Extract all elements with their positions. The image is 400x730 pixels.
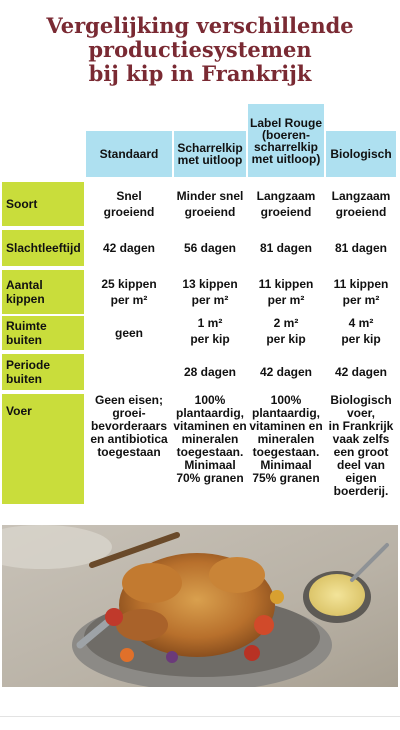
cell-line: per kip [190,332,230,346]
row-label-periode-buiten: Periode buiten [2,354,84,390]
table-cell [248,230,324,266]
cell-line: per m² [191,293,229,307]
cell-line: groeiend [260,205,312,219]
table-cell [248,354,324,390]
cell-line: plantaardig, [251,406,320,420]
cell-line: vaak zelfs [332,432,390,446]
table-cell [174,182,246,226]
cell-line: 75% granen [252,471,320,485]
cell-line: Geen eisen; [94,393,164,407]
cell-line: per m² [267,293,305,307]
table-cell [174,354,246,390]
column-header-line: scharrelkip [253,139,319,154]
table-cell [326,394,396,504]
cell-line: 25 kippen [101,277,157,291]
column-header-scharrelkip [174,131,246,177]
cell-line: geen [114,326,143,340]
page-title [0,14,400,86]
cell-line: plantaardig, [175,406,244,420]
cell-line: 42 dagen [334,365,388,379]
cell-line: per m² [110,293,148,307]
cell-line: eigen [345,471,377,485]
cell-line: 42 dagen [259,365,313,379]
cell-line: 81 dagen [334,241,388,255]
cell-line: 1 m² [197,316,223,330]
column-header-line: Standaard [99,147,159,161]
cell-line: mineralen [181,432,239,446]
cell-line: groeiend [103,205,155,219]
table-cell [86,316,172,350]
table-cell [326,270,396,314]
table-cell [248,182,324,226]
cell-line: Minimaal [184,458,236,472]
cell-line: per kip [266,332,306,346]
cell-line: deel van [336,458,386,472]
column-header-line: met uitloop [177,153,243,167]
divider [0,716,400,717]
table-cell-empty [86,354,172,390]
cell-line: 13 kippen [182,277,238,291]
column-header-line: met uitloop) [251,151,321,166]
cell-line: Langzaam [256,189,316,203]
column-header-standaard [86,131,172,177]
column-header-biologisch [326,131,396,177]
roast-chicken-photo [2,525,398,687]
row-label-slachtleeftijd: Slachtleeftijd [2,230,84,266]
table-cell [174,270,246,314]
row-label-aantal-kippen: Aantal kippen [2,270,84,314]
cell-line: 11 kippen [333,277,389,291]
cell-line: vitaminen en [173,419,247,433]
cell-line: mineralen [257,432,315,446]
cell-line: 56 dagen [183,241,237,255]
cell-line: boerderij. [333,484,389,498]
cell-line: Minder snel [176,189,244,203]
cell-line: 100% [270,393,302,407]
cell-line: 81 dagen [259,241,313,255]
table-cell [86,230,172,266]
row-label-soort: Soort [2,182,84,226]
table-cell [248,270,324,314]
table-cell [326,310,396,352]
table-cell [86,270,172,314]
cell-line: Minimaal [260,458,312,472]
cell-line: groeiend [335,205,387,219]
column-header-line: Label Rouge [249,115,322,130]
column-header-line: (boeren- [262,127,310,142]
cell-line: een groot [333,445,389,459]
title-line-2: productiesystemen [88,37,312,62]
table-cell [174,310,246,352]
cell-line: bevorderaars [90,419,168,433]
cell-line: Biologisch [330,393,392,407]
cell-line: Langzaam [331,189,391,203]
column-header-label-rouge [248,104,324,177]
title-line-3: bij kip in Frankrijk [88,61,312,86]
table-cell [326,354,396,390]
cell-line: 100% [194,393,226,407]
cell-line: 2 m² [273,316,299,330]
table-cell [86,394,172,504]
cell-line: groei- [112,406,146,420]
cell-line: 42 dagen [102,241,156,255]
table-cell [248,310,324,352]
cell-line: 28 dagen [183,365,237,379]
column-header-line: Scharrelkip [177,141,243,155]
cell-line: toegestaan. [252,445,320,459]
cell-line: toegestaan. [176,445,244,459]
column-header-line: Biologisch [330,147,392,161]
table-cell [174,230,246,266]
cell-line: Snel [116,189,142,203]
cell-line: in Frankrijk [328,419,394,433]
title-line-1: Vergelijking verschillende [46,13,354,38]
cell-line: 11 kippen [258,277,314,291]
cell-line: en antibiotica [90,432,168,446]
cell-line: per kip [341,332,381,346]
cell-line: vitaminen en [249,419,323,433]
table-cell [86,182,172,226]
row-label-ruimte-buiten: Ruimte buiten [2,316,84,350]
table-cell [326,182,396,226]
table-cell [248,394,324,504]
table-cell [326,230,396,266]
cell-line: per m² [342,293,380,307]
cell-line: toegestaan [97,445,161,459]
table-cell [174,394,246,504]
cell-line: groeiend [184,205,236,219]
cell-line: 70% granen [176,471,244,485]
row-label-voer: Voer [2,394,84,504]
cell-line: voer, [346,406,376,420]
cell-line: 4 m² [348,316,374,330]
